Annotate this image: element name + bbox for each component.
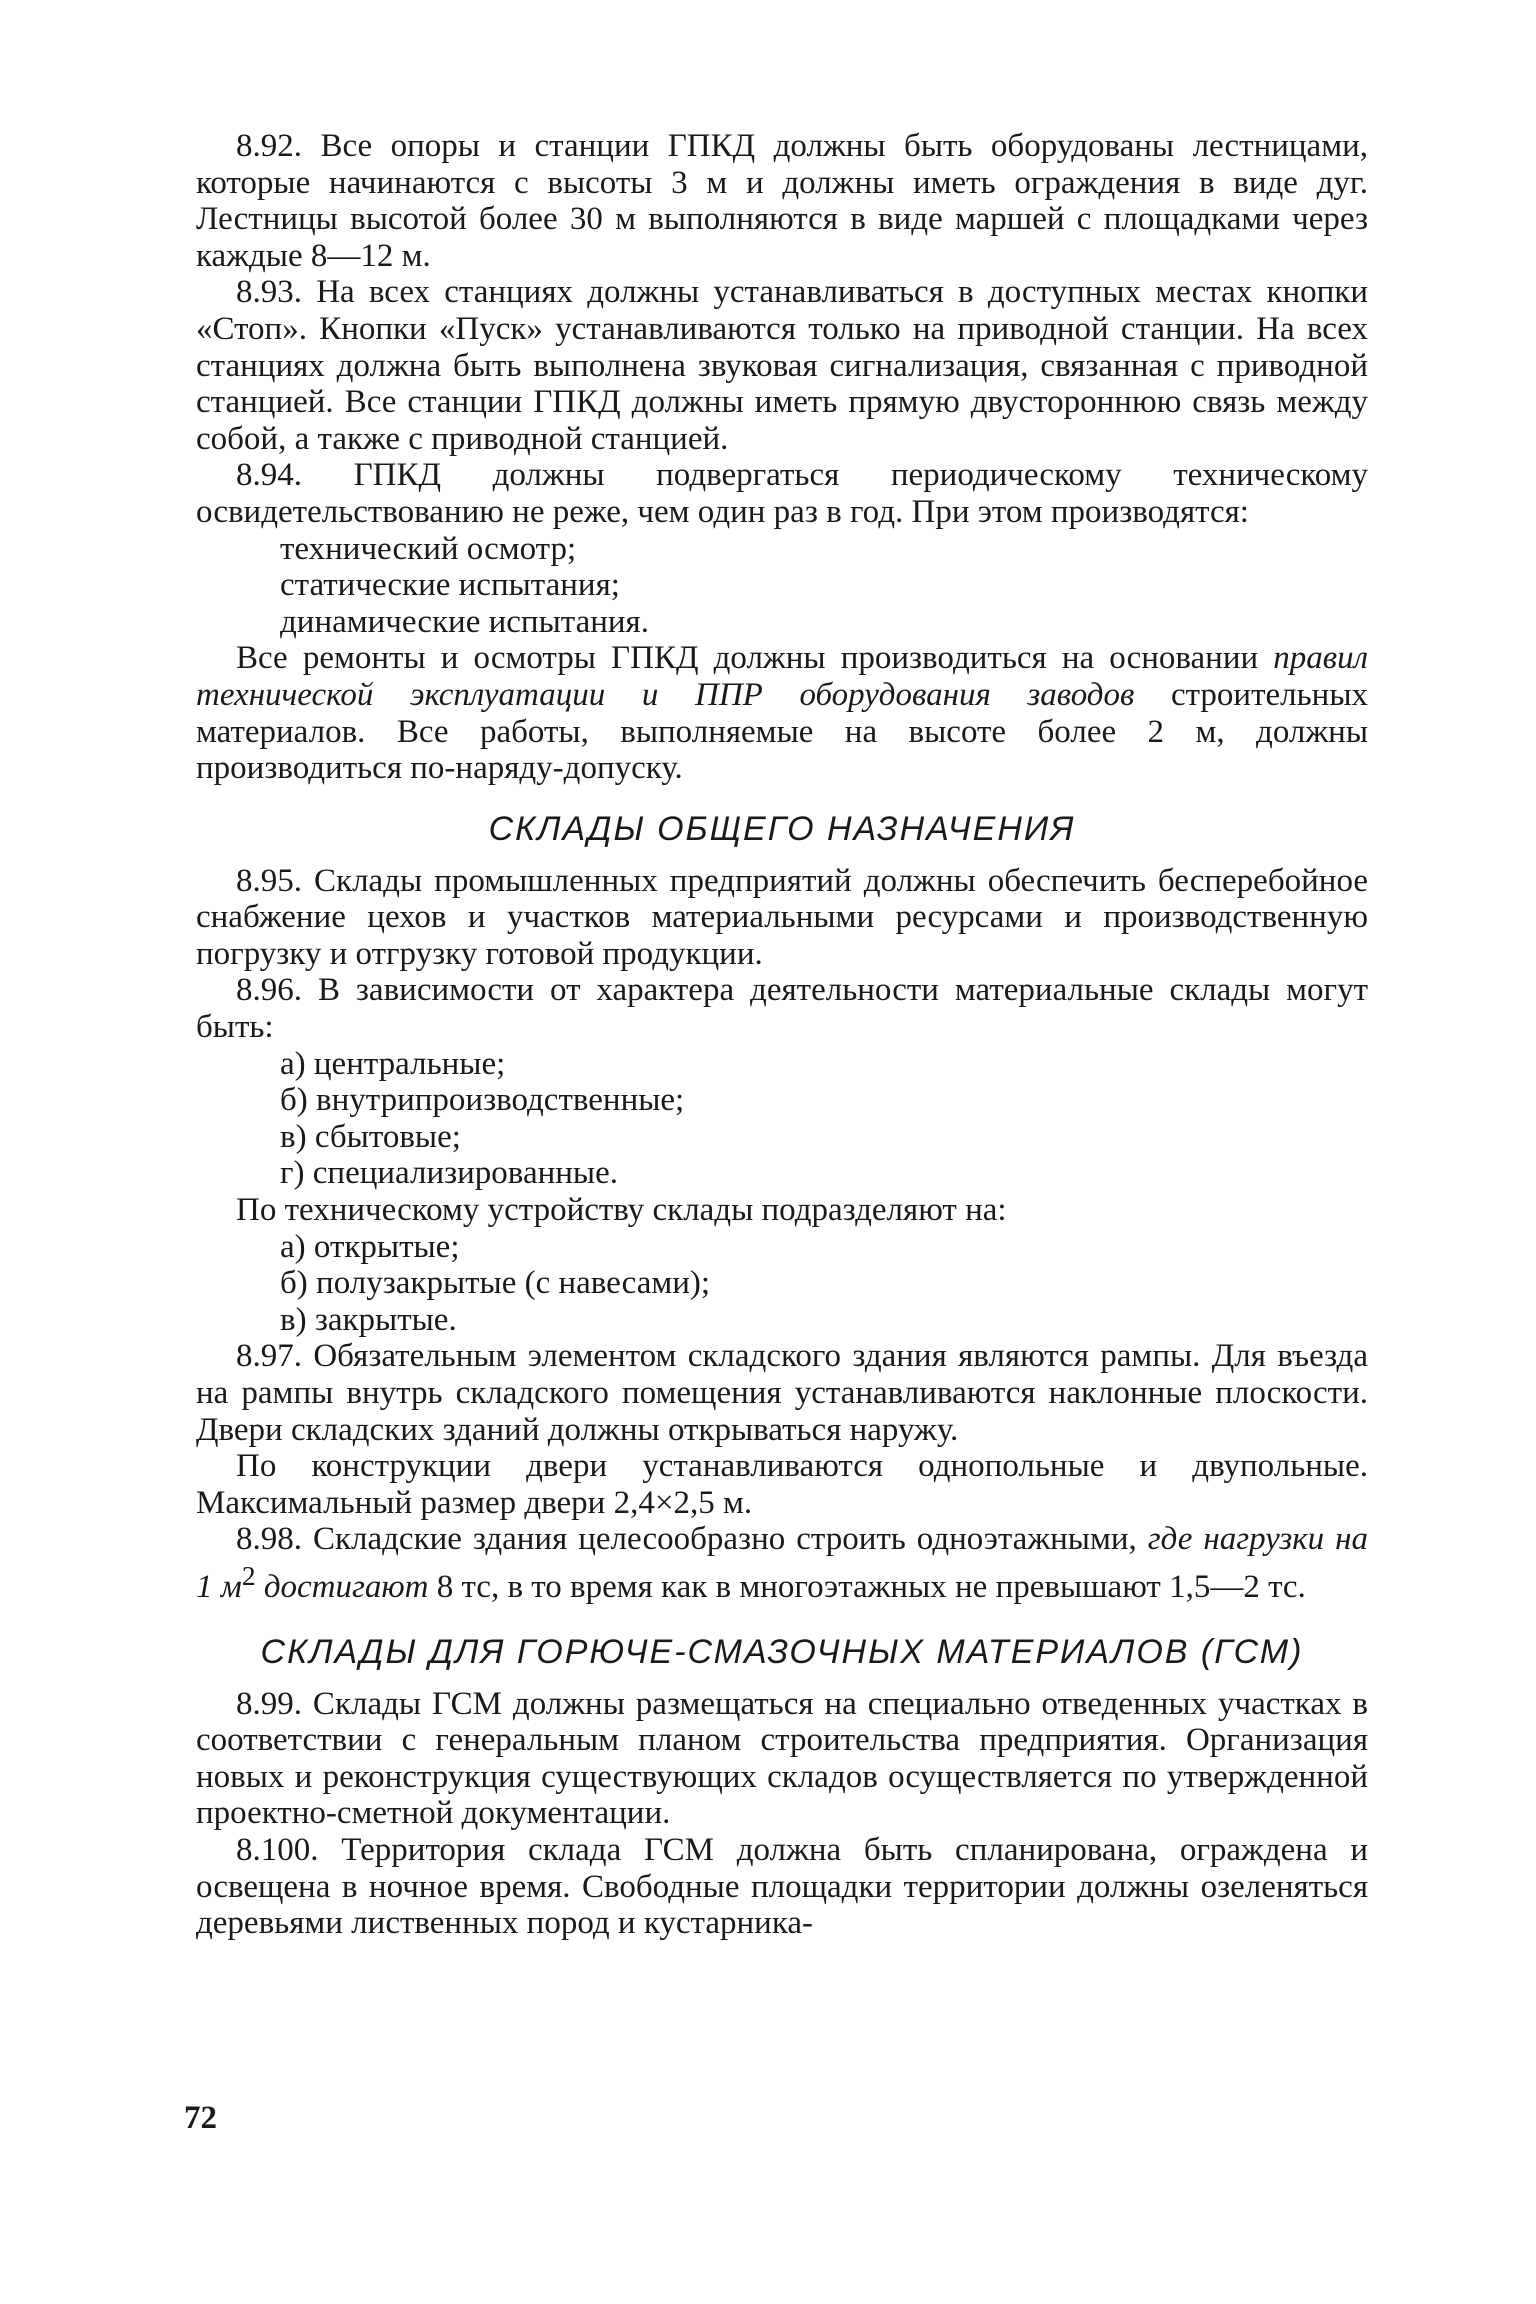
italic-span: где нагрузки на 1 м [196,1521,1368,1605]
section-heading-gsm-warehouses: СКЛАДЫ ДЛЯ ГОРЮЧЕ-СМАЗОЧНЫХ МАТЕРИАЛОВ (ГСМ) [260,1632,1304,1671]
list-item: г) специализированные. [280,1155,618,1192]
superscript: 2 [241,1559,256,1591]
section-heading-general-warehouses: СКЛАДЫ ОБЩЕГО НАЗНАЧЕНИЯ [488,809,1076,848]
paragraph-8-99: 8.99. Склады ГСМ должны размещаться на специально отведенных участках в соответствии с генеральным планом строительства предприятия. Организация новых и реконструкция существующих складов осуществляется по утвержденной проектно-сметной документации. [196,1685,1368,1832]
repairs-text-end: строительных материалов. Все работы, выполняемые на высоте более 2 м, должны производиться по-наряду-допуску. [196,676,1368,787]
paragraph-8-98 [196,1521,1368,1605]
warehouse-types-list [196,1046,1368,1192]
inspection-list [196,531,1368,641]
list-item: технический осмотр; [280,530,577,567]
paragraph-8-95: 8.95. Склады промышленных предприятий должны обеспечить бесперебойное снабжение цехов и участков материальными ресурсами и производственную погрузку и отгрузку готовой продукции. [196,862,1368,972]
paragraph-8-92: 8.92. Все опоры и станции ГПКД должны быть оборудованы лестницами, которые начинаются с высоты 3 м и должны иметь ограждения в виде дуг. Лестницы высотой более 30 м выполняются в виде маршей с площадками через каждые 8—12 м. [196,128,1368,274]
text-span: 8 тс, в то время как в многоэтажных не превышают 1,5—2 тс. [428,1568,1306,1605]
list-item: в) закрытые. [280,1301,457,1338]
paragraph-8-94-repairs [196,640,1368,786]
italic-span: достигают [255,1568,429,1605]
paragraph-8-94: 8.94. ГПКД должны подвергаться периодическому техническому освидетельствованию не реже, чем один раз в год. При этом производятся: [196,457,1368,530]
list-item: статические испытания; [280,567,620,604]
text-span: 8.98. Складские здания целесообразно строить одноэтажными, [236,1521,1148,1558]
paragraph-8-96-construction: По техническому устройству склады подразделяют на: [236,1192,1007,1229]
list-item: а) открытые; [280,1228,460,1265]
paragraph-8-100: 8.100. Территория склада ГСМ должна быть спланирована, ограждена и освещена в ночное время. Свободные площадки территории должны озеленяться деревьями лиственных пород и кустарника- [196,1831,1368,1942]
document-page [196,128,1368,1942]
paragraph-8-97-doors: По конструкции двери устанавливаются однопольные и двупольные. Максимальный размер двери 2,4×2,5 м. [196,1448,1368,1521]
paragraph-8-93: 8.93. На всех станциях должны устанавливаться в доступных местах кнопки «Стоп». Кнопки «Пуск» устанавливаются только на приводной станции. На всех станциях должна быть выполнена звуковая сигнализация, связанная с приводной станцией. Все станции ГПКД должны иметь прямую двустороннюю связь между собой, а также с приводной станцией. [196,274,1368,457]
list-item: в) сбытовые; [280,1118,461,1155]
list-item: б) внутрипроизводственные; [280,1082,685,1119]
list-item: б) полузакрытые (с навесами); [280,1265,711,1302]
construction-types-list [196,1229,1368,1339]
repairs-text-italic: правил технической эксплуатации и ППР оборудования заводов [196,640,1368,713]
page-number: 72 [184,2100,217,2136]
paragraph-8-97: 8.97. Обязательным элементом складского здания являются рампы. Для въезда на рампы внутрь складского помещения устанавливаются наклонные плоскости. Двери складских зданий должны открываться наружу. [196,1338,1368,1448]
list-item: а) центральные; [280,1045,506,1082]
repairs-text-start: Все ремонты и осмотры ГПКД должны производиться на основании [236,640,1274,677]
paragraph-8-96: 8.96. В зависимости от характера деятельности материальные склады могут быть: [196,972,1368,1046]
list-item: динамические испытания. [280,603,649,640]
